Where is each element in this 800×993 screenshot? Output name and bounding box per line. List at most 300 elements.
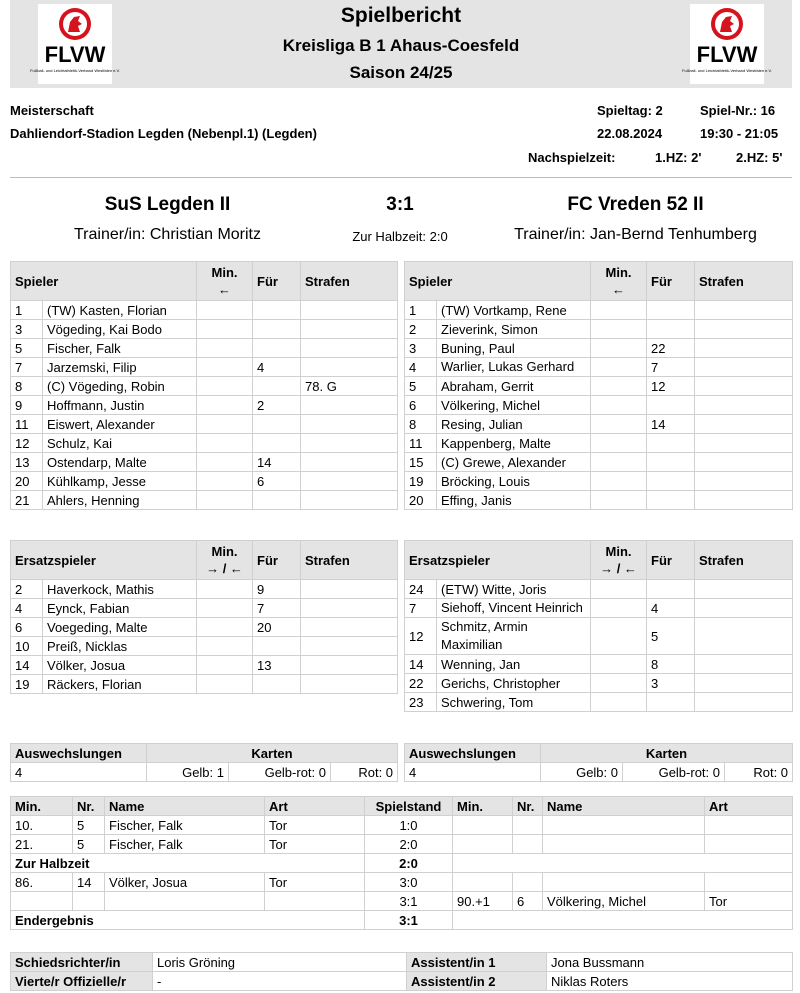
events-empty-cell [453, 854, 793, 873]
player-name: (TW) Vortkamp, Rene [437, 301, 591, 320]
event-row [11, 873, 793, 892]
event-score: 2:0 [365, 835, 453, 854]
away-event-name [543, 835, 705, 854]
player-number: 21 [11, 491, 43, 510]
player-minute [591, 599, 647, 618]
player-penalty [301, 491, 398, 510]
player-replaced: 14 [253, 453, 301, 472]
player-number: 3 [11, 320, 43, 339]
player-number: 19 [405, 472, 437, 491]
home-event-number: 14 [73, 873, 105, 892]
player-row [405, 674, 793, 693]
player-replaced [647, 580, 695, 599]
player-penalty [695, 339, 793, 358]
player-minute [197, 339, 253, 358]
away-red: Rot: 0 [725, 763, 793, 782]
season: Saison 24/25 [349, 63, 453, 82]
player-row [11, 339, 398, 358]
player-minute [591, 377, 647, 396]
player-row [405, 453, 793, 472]
home-event-name [105, 892, 265, 911]
player-replaced [253, 301, 301, 320]
header-min: Min. ← [591, 262, 647, 301]
home-event-number [73, 892, 105, 911]
player-replaced [647, 453, 695, 472]
events-summary-row [11, 911, 793, 930]
away-event-minute: 90.+1 [453, 892, 513, 911]
officials-table [10, 952, 793, 991]
player-name: Preiß, Nicklas [43, 637, 197, 656]
events-header-nr: Nr. [73, 797, 105, 816]
player-penalty [695, 693, 793, 712]
assistant1-name: Jona Bussmann [547, 953, 793, 972]
player-row [11, 472, 398, 491]
player-minute [591, 491, 647, 510]
player-name: Ahlers, Henning [43, 491, 197, 510]
player-row [405, 491, 793, 510]
away-event-minute [453, 873, 513, 892]
player-penalty [695, 453, 793, 472]
player-minute [197, 599, 253, 618]
player-replaced: 7 [647, 358, 695, 377]
away-summary-table [404, 743, 793, 782]
event-row [11, 816, 793, 835]
fourth-official-label: Vierte/r Offizielle/r [11, 972, 153, 991]
extra-time-hz1: 1.HZ: 2' [655, 150, 702, 165]
player-row [11, 675, 398, 694]
header-fuer: Für [253, 541, 301, 580]
player-minute [197, 358, 253, 377]
player-number: 9 [11, 396, 43, 415]
extra-time-label: Nachspielzeit: [528, 150, 616, 165]
player-name: Fischer, Falk [43, 339, 197, 358]
player-number: 8 [11, 377, 43, 396]
player-penalty: 78. G [301, 377, 398, 396]
player-name: Räckers, Florian [43, 675, 197, 694]
home-lineup-table [10, 261, 398, 510]
player-replaced: 3 [647, 674, 695, 693]
player-row [405, 599, 793, 618]
events-header-art: Art [705, 797, 793, 816]
player-name: (C) Grewe, Alexander [437, 453, 591, 472]
player-replaced [647, 491, 695, 510]
player-penalty [695, 377, 793, 396]
events-summary-row [11, 854, 793, 873]
player-number: 22 [405, 674, 437, 693]
player-replaced: 9 [253, 580, 301, 599]
player-replaced [253, 377, 301, 396]
player-replaced: 4 [253, 358, 301, 377]
player-number: 11 [11, 415, 43, 434]
events-header-min: Min. [453, 797, 513, 816]
player-name: Völkering, Michel [437, 396, 591, 415]
player-minute [197, 491, 253, 510]
player-minute [591, 358, 647, 377]
player-penalty [695, 491, 793, 510]
player-minute [197, 580, 253, 599]
player-name: Wenning, Jan [437, 655, 591, 674]
halftime-score: Zur Halbzeit: 2:0 [352, 229, 448, 244]
event-row [11, 835, 793, 854]
player-row [11, 580, 398, 599]
player-number: 14 [405, 655, 437, 674]
player-penalty [301, 301, 398, 320]
player-name: Ostendarp, Malte [43, 453, 197, 472]
player-replaced [253, 637, 301, 656]
referee-label: Schiedsrichter/in [11, 953, 153, 972]
player-row [405, 301, 793, 320]
player-name: Eiswert, Alexander [43, 415, 197, 434]
venue: Dahliendorf-Stadion Legden (Nebenpl.1) (Legden) [10, 126, 317, 141]
player-number: 1 [405, 301, 437, 320]
home-event-number: 5 [73, 816, 105, 835]
player-name: Voegeding, Malte [43, 618, 197, 637]
player-number: 7 [11, 358, 43, 377]
final-score: 3:1 [386, 194, 414, 215]
player-minute [591, 339, 647, 358]
header-auswechslungen: Auswechslungen [405, 744, 541, 763]
home-event-minute: 10. [11, 816, 73, 835]
home-yellow: Gelb: 1 [147, 763, 229, 782]
divider [10, 177, 792, 178]
assistant2-name: Niklas Roters [547, 972, 793, 991]
player-minute [197, 472, 253, 491]
player-number: 13 [11, 453, 43, 472]
referee-name: Loris Gröning [153, 953, 407, 972]
home-event-name: Fischer, Falk [105, 835, 265, 854]
events-summary-score: 3:1 [365, 911, 453, 930]
events-summary-label: Endergebnis [11, 911, 365, 930]
player-penalty [695, 320, 793, 339]
player-penalty [301, 637, 398, 656]
league-name: Kreisliga B 1 Ahaus-Coesfeld [282, 36, 520, 55]
player-name: Buning, Paul [437, 339, 591, 358]
player-penalty [301, 396, 398, 415]
player-penalty [301, 453, 398, 472]
player-number: 11 [405, 434, 437, 453]
player-row [405, 377, 793, 396]
player-number: 20 [11, 472, 43, 491]
player-replaced [647, 693, 695, 712]
player-penalty [695, 358, 793, 377]
player-minute [591, 693, 647, 712]
player-number: 20 [405, 491, 437, 510]
player-number: 4 [405, 358, 437, 377]
player-penalty [301, 358, 398, 377]
player-name: Effing, Janis [437, 491, 591, 510]
match-events-table [10, 796, 793, 930]
player-minute [591, 453, 647, 472]
header-fuer: Für [253, 262, 301, 301]
player-replaced: 6 [253, 472, 301, 491]
player-replaced [647, 301, 695, 320]
player-replaced: 14 [647, 415, 695, 434]
player-minute [197, 320, 253, 339]
header-karten: Karten [147, 744, 398, 763]
player-replaced: 12 [647, 377, 695, 396]
player-row [405, 358, 793, 377]
player-replaced: 13 [253, 656, 301, 675]
header-min: Min. → / ← [591, 541, 647, 580]
player-replaced: 5 [647, 618, 695, 655]
home-event-minute: 21. [11, 835, 73, 854]
header-min: Min. ← [197, 262, 253, 301]
player-penalty [301, 472, 398, 491]
player-name: (ETW) Witte, Joris [437, 580, 591, 599]
player-name: Schmitz, Armin Maximilian [437, 618, 591, 655]
svg-text:FLVW: FLVW [696, 42, 758, 67]
player-replaced: 8 [647, 655, 695, 674]
player-number: 1 [11, 301, 43, 320]
home-event-name: Völker, Josua [105, 873, 265, 892]
player-name: Kühlkamp, Jesse [43, 472, 197, 491]
player-row [405, 434, 793, 453]
events-header-score: Spielstand [365, 797, 453, 816]
events-header-min: Min. [11, 797, 73, 816]
player-minute [197, 453, 253, 472]
player-name: Völker, Josua [43, 656, 197, 675]
player-row [11, 491, 398, 510]
events-header-name: Name [543, 797, 705, 816]
away-sub-count: 4 [405, 763, 541, 782]
player-row [405, 415, 793, 434]
player-number: 5 [405, 377, 437, 396]
player-row [405, 693, 793, 712]
player-penalty [301, 320, 398, 339]
match-time: 19:30 - 21:05 [700, 126, 779, 141]
events-header-name: Name [105, 797, 265, 816]
player-number: 4 [11, 599, 43, 618]
away-event-name [543, 816, 705, 835]
player-minute [591, 396, 647, 415]
header-min: Min. → / ← [197, 541, 253, 580]
player-penalty [695, 655, 793, 674]
header-players: Spieler [11, 262, 197, 301]
player-replaced: 22 [647, 339, 695, 358]
player-replaced [253, 434, 301, 453]
player-row [11, 453, 398, 472]
player-name: Bröcking, Louis [437, 472, 591, 491]
player-penalty [695, 396, 793, 415]
event-score: 3:1 [365, 892, 453, 911]
player-minute [197, 656, 253, 675]
player-penalty [301, 675, 398, 694]
player-minute [591, 320, 647, 339]
player-minute [591, 434, 647, 453]
player-replaced: 4 [647, 599, 695, 618]
header-auswechslungen: Auswechslungen [11, 744, 147, 763]
player-name: Zieverink, Simon [437, 320, 591, 339]
player-name: Haverkock, Mathis [43, 580, 197, 599]
player-penalty [695, 472, 793, 491]
player-minute [591, 655, 647, 674]
player-penalty [301, 580, 398, 599]
away-event-number [513, 816, 543, 835]
event-row [11, 892, 793, 911]
header-strafen: Strafen [695, 541, 793, 580]
away-event-name [543, 873, 705, 892]
player-row [11, 599, 398, 618]
player-minute [197, 618, 253, 637]
player-penalty [695, 580, 793, 599]
events-empty-cell [453, 911, 793, 930]
home-event-type: Tor [265, 873, 365, 892]
svg-text:Fußball- und Leichtathletik-Ve: Fußball- und Leichtathletik-Verband Westfalen e.V. [30, 68, 120, 73]
svg-text:FLVW: FLVW [44, 42, 106, 67]
match-date: 22.08.2024 [597, 126, 663, 141]
competition: Meisterschaft [10, 103, 94, 118]
player-name: Schwering, Tom [437, 693, 591, 712]
home-event-number: 5 [73, 835, 105, 854]
player-penalty [695, 301, 793, 320]
player-minute [197, 434, 253, 453]
player-penalty [695, 434, 793, 453]
report-title: Spielbericht [340, 4, 462, 27]
header-subs: Ersatzspieler [11, 541, 197, 580]
home-event-minute [11, 892, 73, 911]
player-minute [197, 301, 253, 320]
player-minute [197, 377, 253, 396]
player-replaced [647, 320, 695, 339]
player-replaced [253, 415, 301, 434]
away-event-type [705, 835, 793, 854]
report-header [10, 0, 792, 88]
home-coach: Trainer/in: Christian Moritz [73, 226, 261, 243]
away-event-number [513, 835, 543, 854]
player-name: Siehoff, Vincent Heinrich [437, 599, 591, 618]
away-event-type [705, 816, 793, 835]
player-penalty [301, 415, 398, 434]
player-row [11, 320, 398, 339]
match-number: Spiel-Nr.: 16 [700, 103, 776, 118]
player-name: Abraham, Gerrit [437, 377, 591, 396]
player-name: Schulz, Kai [43, 434, 197, 453]
player-row [11, 301, 398, 320]
away-event-type: Tor [705, 892, 793, 911]
player-row [11, 396, 398, 415]
player-row [11, 434, 398, 453]
player-minute [197, 396, 253, 415]
player-number: 14 [11, 656, 43, 675]
player-name: Gerichs, Christopher [437, 674, 591, 693]
away-yellow: Gelb: 0 [541, 763, 623, 782]
player-row [405, 580, 793, 599]
player-minute [591, 301, 647, 320]
away-event-name: Völkering, Michel [543, 892, 705, 911]
player-penalty [695, 674, 793, 693]
player-penalty [695, 618, 793, 655]
home-event-name: Fischer, Falk [105, 816, 265, 835]
player-row [11, 358, 398, 377]
player-minute [197, 637, 253, 656]
player-penalty [301, 599, 398, 618]
player-penalty [301, 618, 398, 637]
events-summary-label: Zur Halbzeit [11, 854, 365, 873]
svg-text:Fußball- und Leichtathletik-Ve: Fußball- und Leichtathletik-Verband Westfalen e.V. [682, 68, 772, 73]
home-event-minute: 86. [11, 873, 73, 892]
assistant2-label: Assistent/in 2 [407, 972, 547, 991]
extra-time-hz2: 2.HZ: 5' [736, 150, 783, 165]
header-strafen: Strafen [695, 262, 793, 301]
fourth-official-name: - [153, 972, 407, 991]
player-name: Eynck, Fabian [43, 599, 197, 618]
player-row [11, 656, 398, 675]
player-number: 2 [405, 320, 437, 339]
player-number: 12 [405, 618, 437, 655]
away-yellow-red: Gelb-rot: 0 [623, 763, 725, 782]
home-subs-table [10, 540, 398, 694]
assistant1-label: Assistent/in 1 [407, 953, 547, 972]
home-red: Rot: 0 [331, 763, 398, 782]
player-row [405, 396, 793, 415]
events-header-nr: Nr. [513, 797, 543, 816]
player-row [11, 415, 398, 434]
header-karten: Karten [541, 744, 793, 763]
player-penalty [301, 434, 398, 453]
player-number: 7 [405, 599, 437, 618]
away-event-minute [453, 835, 513, 854]
player-number: 2 [11, 580, 43, 599]
player-row [405, 618, 793, 655]
events-header-art: Art [265, 797, 365, 816]
away-event-type [705, 873, 793, 892]
home-yellow-red: Gelb-rot: 0 [229, 763, 331, 782]
player-minute [591, 472, 647, 491]
player-name: Resing, Julian [437, 415, 591, 434]
matchday: Spieltag: 2 [597, 103, 663, 118]
player-replaced: 2 [253, 396, 301, 415]
home-event-type: Tor [265, 816, 365, 835]
player-replaced [253, 339, 301, 358]
home-team: SuS Legden II [104, 194, 231, 215]
header-fuer: Für [647, 541, 695, 580]
player-name: (C) Vögeding, Robin [43, 377, 197, 396]
player-penalty [301, 339, 398, 358]
player-row [11, 618, 398, 637]
player-number: 19 [11, 675, 43, 694]
player-number: 6 [405, 396, 437, 415]
player-replaced: 7 [253, 599, 301, 618]
player-number: 5 [11, 339, 43, 358]
away-coach: Trainer/in: Jan-Bernd Tenhumberg [514, 226, 757, 243]
player-penalty [695, 415, 793, 434]
player-row [405, 655, 793, 674]
away-lineup-table [404, 261, 793, 510]
away-subs-table [404, 540, 793, 712]
events-summary-score: 2:0 [365, 854, 453, 873]
header-players: Spieler [405, 262, 591, 301]
player-number: 8 [405, 415, 437, 434]
player-row [11, 637, 398, 656]
player-number: 12 [11, 434, 43, 453]
player-name: Vögeding, Kai Bodo [43, 320, 197, 339]
player-minute [197, 415, 253, 434]
player-replaced [253, 320, 301, 339]
player-number: 15 [405, 453, 437, 472]
player-replaced [253, 675, 301, 694]
event-score: 3:0 [365, 873, 453, 892]
player-replaced: 20 [253, 618, 301, 637]
player-name: Jarzemski, Filip [43, 358, 197, 377]
player-row [11, 377, 398, 396]
player-name: (TW) Kasten, Florian [43, 301, 197, 320]
home-event-type: Tor [265, 835, 365, 854]
away-event-minute [453, 816, 513, 835]
player-penalty [301, 656, 398, 675]
player-number: 23 [405, 693, 437, 712]
player-replaced [253, 491, 301, 510]
player-minute [197, 675, 253, 694]
